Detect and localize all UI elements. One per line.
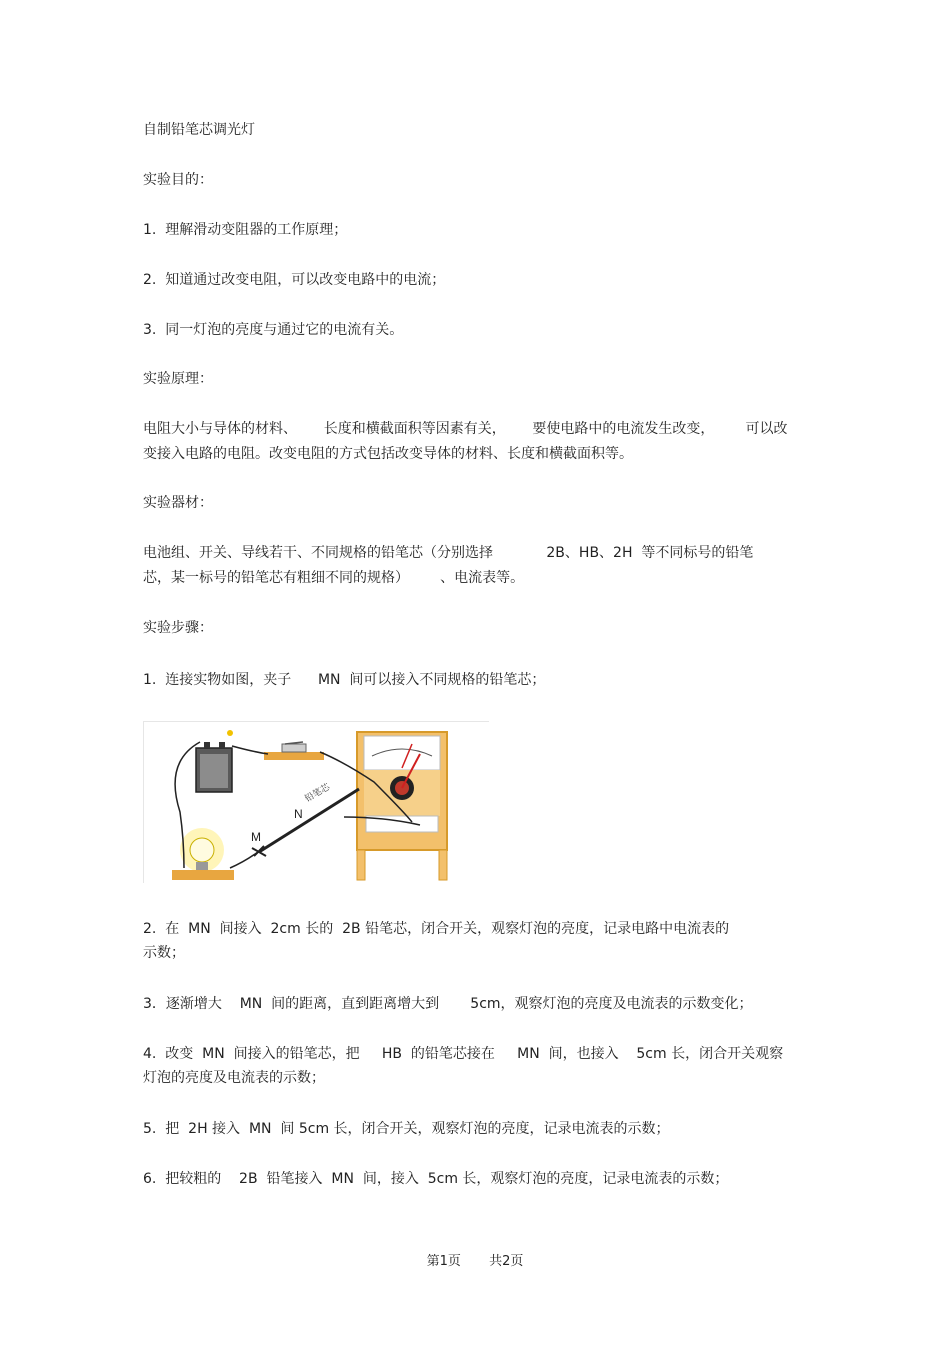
principle-heading: 实验原理：	[143, 371, 213, 387]
materials-line-2: 芯，某一标号的铅笔芯有粗细不同的规格） 、电流表等。	[143, 570, 525, 586]
battery-icon	[196, 730, 233, 792]
circuit-illustration	[144, 722, 489, 883]
step-1: 1. 连接实物如图，夹子 MN 间可以接入不同规格的铅笔芯；	[143, 672, 546, 688]
step-4-line-2: 灯泡的亮度及电流表的示数；	[143, 1070, 325, 1086]
step-2-line-1: 2. 在 MN 间接入 2cm 长的 2B 铅笔芯，闭合开关，观察灯泡的亮度，记录电路中电流表的	[143, 921, 730, 937]
principle-line-2: 变接入电路的电阻。改变电阻的方式包括改变导体的材料、长度和横截面积等。	[143, 446, 633, 462]
label-n: N	[294, 807, 303, 821]
circuit-figure	[143, 721, 489, 883]
lamp-icon	[172, 828, 234, 880]
wire	[232, 746, 268, 754]
page-number: 第1页	[426, 1254, 461, 1269]
materials-line-1: 电池组、开关、导线若干、不同规格的铅笔芯（分别选择 2B、HB、2H 等不同标号的铅笔	[143, 545, 754, 561]
purpose-item-3: 3. 同一灯泡的亮度与通过它的电流有关。	[143, 322, 404, 338]
label-pencil: 铅笔芯	[303, 782, 332, 805]
switch-icon	[264, 742, 324, 760]
page-total: 共2页	[489, 1254, 524, 1269]
wire	[230, 852, 258, 868]
doc-title: 自制铅笔芯调光灯	[143, 122, 255, 138]
principle-line-1: 电阻大小与导体的材料、 长度和横截面积等因素有关， 要使电路中的电流发生改变， 可以改	[143, 421, 788, 437]
ammeter-icon	[357, 732, 447, 880]
purpose-heading: 实验目的：	[143, 172, 213, 188]
materials-heading: 实验器材：	[143, 495, 213, 511]
step-6: 6. 把较粗的 2B 铅笔接入 MN 间，接入 5cm 长，观察灯泡的亮度，记录电流表的示数；	[143, 1171, 729, 1187]
purpose-item-1: 1. 理解滑动变阻器的工作原理；	[143, 222, 348, 238]
page-footer	[0, 1250, 950, 1269]
purpose-item-2: 2. 知道通过改变电阻，可以改变电路中的电流；	[143, 272, 446, 288]
step-4-line-1: 4. 改变 MN 间接入的铅笔芯，把 HB 的铅笔芯接在 MN 间，也接入 5cm 长，闭合开关观察	[143, 1046, 784, 1062]
step-5: 5. 把 2H 接入 MN 间 5cm 长，闭合开关，观察灯泡的亮度，记录电流表的示数；	[143, 1121, 670, 1137]
steps-heading: 实验步骤：	[143, 620, 213, 636]
label-m: M	[251, 830, 261, 844]
step-2-line-2: 示数；	[143, 945, 185, 961]
step-3: 3．逐渐增大 MN 间的距离，直到距离增大到 5cm，观察灯泡的亮度及电流表的示数变化；	[143, 996, 753, 1012]
